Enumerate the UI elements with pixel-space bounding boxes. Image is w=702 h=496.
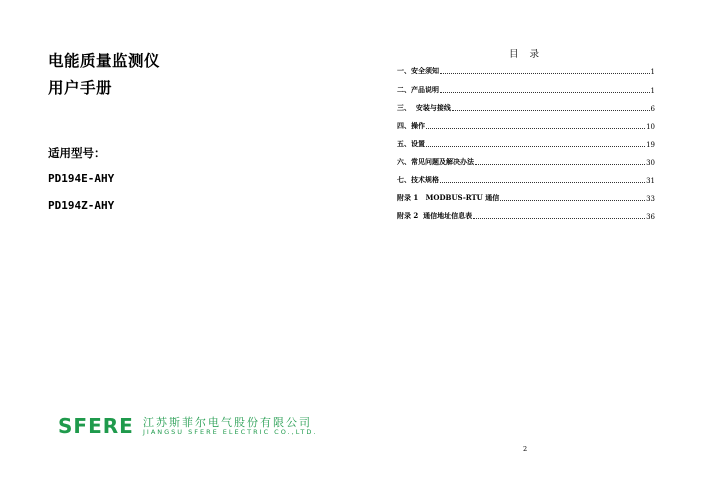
toc-entry-label: 二、产品说明 (397, 85, 439, 94)
table-of-contents (397, 0, 655, 496)
model-name: PD194E-AHY (48, 172, 115, 185)
toc-leader-dots (440, 91, 650, 93)
toc-entry-page: 1 (650, 68, 655, 76)
models-label: 适用型号： (48, 146, 106, 160)
toc-leader-dots (500, 199, 645, 201)
toc-entry-label: 三、 安装与接线 (397, 103, 451, 112)
company-logo (58, 413, 358, 443)
toc-leader-dots (426, 127, 645, 129)
toc-entry-page: 30 (646, 159, 655, 167)
toc-entry-page: 19 (646, 141, 655, 149)
toc-leader-dots (440, 72, 650, 74)
toc-entry[interactable] (397, 83, 655, 95)
model-name: PD194Z-AHY (48, 199, 115, 212)
toc-entry[interactable] (397, 209, 655, 221)
manual-subtitle: 用户手册 (48, 79, 113, 97)
toc-entry-page: 6 (650, 105, 655, 113)
toc-leader-dots (440, 181, 645, 183)
toc-entry-label: 五、设置 (397, 139, 425, 148)
toc-entry-label: 附录 2 通信地址信息表 (397, 211, 473, 220)
toc-heading: 目 录 (508, 49, 544, 60)
cover-panel (48, 0, 348, 496)
toc-entry[interactable] (397, 137, 655, 149)
toc-entry-label: 六、常见问题及解决办法 (397, 157, 474, 166)
toc-entry-label: 四、操作 (397, 121, 425, 130)
toc-entry[interactable] (397, 155, 655, 167)
logo-mark: SFERE (58, 414, 134, 438)
toc-entry-label: 一、安全须知 (397, 66, 439, 75)
page-number: 2 (523, 445, 528, 453)
toc-entry-page: 10 (646, 123, 655, 131)
toc-entry[interactable] (397, 173, 655, 185)
toc-entry[interactable] (397, 64, 655, 76)
toc-entry[interactable] (397, 101, 655, 113)
toc-leader-dots (426, 145, 645, 147)
toc-entry[interactable] (397, 191, 655, 203)
company-name-cn: 江苏斯菲尔电气股份有限公司 (143, 416, 312, 429)
toc-entry-page: 36 (646, 213, 655, 221)
toc-leader-dots (475, 163, 645, 165)
toc-leader-dots (452, 109, 650, 111)
toc-entry-label: 附录 1 MODBUS-RTU 通信 (397, 193, 500, 202)
toc-entry-label: 七、技术规格 (397, 175, 439, 184)
manual-title: 电能质量监测仪 (48, 52, 161, 70)
toc-entry-page: 1 (650, 87, 655, 95)
company-name-en: JIANGSU SFERE ELECTRIC CO.,LTD. (143, 428, 318, 436)
toc-entry-page: 31 (646, 177, 655, 185)
toc-entry[interactable] (397, 119, 655, 131)
toc-leader-dots (473, 217, 645, 219)
toc-entry-page: 33 (646, 195, 655, 203)
